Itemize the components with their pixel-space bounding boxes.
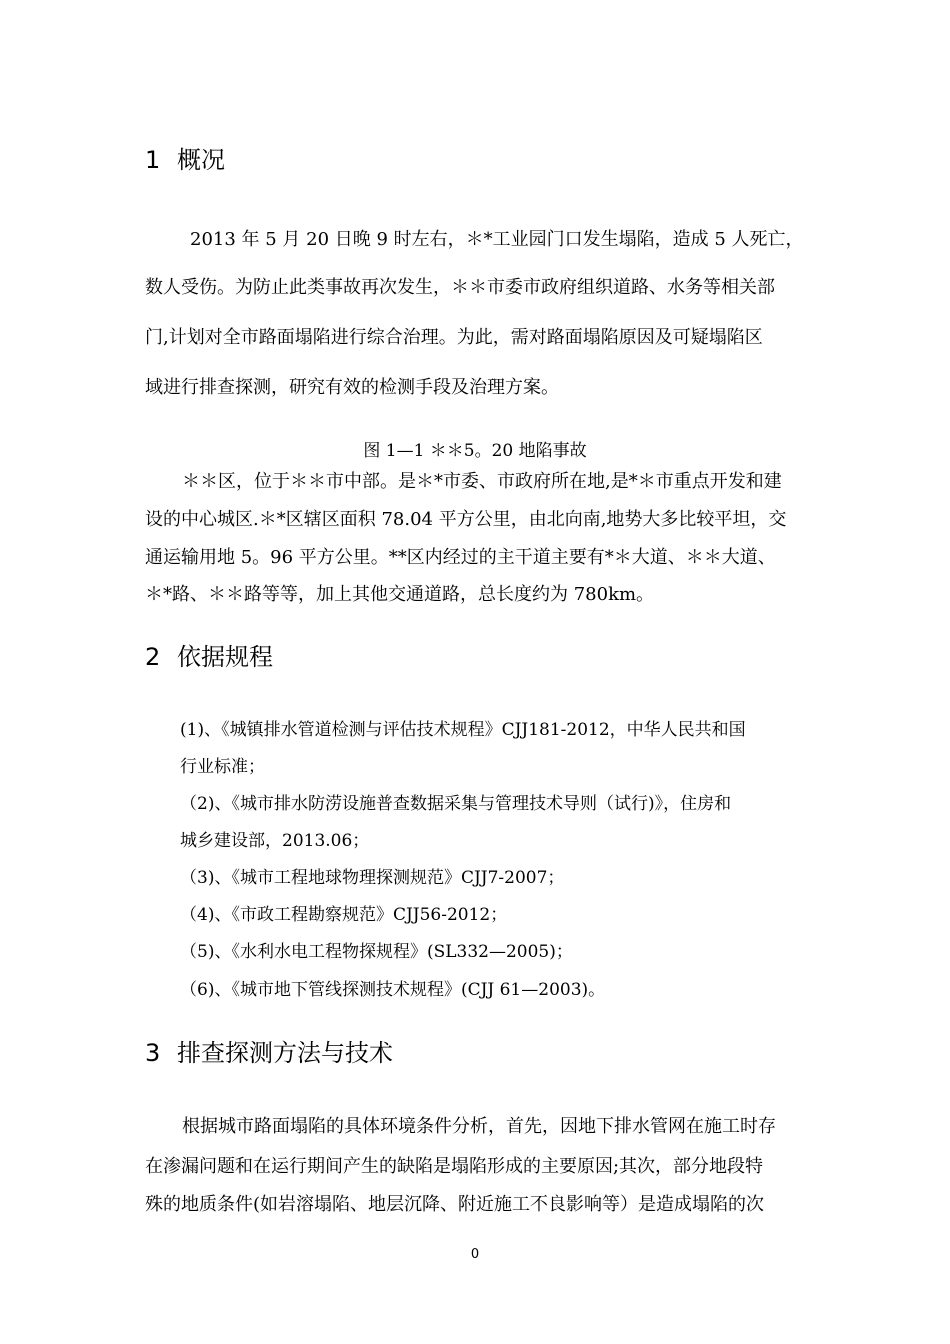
section-2-heading bbox=[145, 642, 273, 672]
section-1-number: 1 bbox=[145, 146, 161, 174]
ref-5: （5)、《水利水电工程物探规程》(SL332—2005)； bbox=[180, 942, 573, 962]
ref-6: （6)、《城市地下管线探测技术规程》(CJJ 61—2003)。 bbox=[180, 980, 606, 1000]
section-3-heading bbox=[145, 1038, 393, 1068]
para3-line-1: 根据城市路面塌陷的具体环境条件分析，首先，因地下排水管网在施工时存 bbox=[182, 1116, 776, 1137]
page-number: 0 bbox=[470, 1247, 480, 1262]
para1-line-2: 数人受伤。为防止此类事故再次发生，＊＊市委市政府组织道路、水务等相关部 bbox=[145, 277, 775, 298]
ref-1-cont: 行业标准； bbox=[180, 757, 265, 777]
ref-1: (1)、《城镇排水管道检测与评估技术规程》CJJ181-2012，中华人民共和国 bbox=[180, 720, 746, 740]
para2-line-1: ＊＊区，位于＊＊市中部。是＊*市委、市政府所在地,是*＊市重点开发和建 bbox=[182, 471, 782, 492]
para3-line-3: 殊的地质条件(如岩溶塌陷、地层沉降、附近施工不良影响等）是造成塌陷的次 bbox=[145, 1194, 765, 1215]
section-1-title: 概况 bbox=[177, 146, 225, 174]
figure-caption: 图 1—1 ＊＊5。20 地陷事故 bbox=[363, 441, 587, 461]
ref-2: （2)、《城市排水防涝设施普查数据采集与管理技术导则（试行)》，住房和 bbox=[180, 794, 732, 814]
section-2-title: 依据规程 bbox=[177, 643, 273, 671]
para1-line-3: 门,计划对全市路面塌陷进行综合治理。为此，需对路面塌陷原因及可疑塌陷区 bbox=[145, 327, 763, 348]
section-3-title: 排查探测方法与技术 bbox=[177, 1039, 393, 1067]
ref-4: （4)、《市政工程勘察规范》CJJ56-2012； bbox=[180, 905, 508, 925]
para2-line-3: 通运输用地 5。96 平方公里。**区内经过的主干道主要有*＊大道、＊＊大道、 bbox=[145, 547, 776, 568]
section-2-number: 2 bbox=[145, 643, 161, 671]
para1-line-4: 域进行排查探测，研究有效的检测手段及治理方案。 bbox=[145, 377, 559, 398]
section-1-heading bbox=[145, 145, 225, 175]
section-3-number: 3 bbox=[145, 1039, 161, 1067]
para2-line-2: 设的中心城区.＊*区辖区面积 78.04 平方公里，由北向南,地势大多比较平坦，交 bbox=[145, 509, 787, 530]
ref-2-cont: 城乡建设部，2013.06； bbox=[180, 831, 370, 851]
para3-line-2: 在渗漏问题和在运行期间产生的缺陷是塌陷形成的主要原因;其次，部分地段特 bbox=[145, 1156, 764, 1177]
para2-line-4: ＊*路、＊＊路等等，加上其他交通道路，总长度约为 780km。 bbox=[145, 584, 655, 605]
ref-3: （3)、《城市工程地球物理探测规范》CJJ7-2007； bbox=[180, 868, 565, 888]
para1-line-1: 2013 年 5 月 20 日晚 9 时左右，＊*工业园门口发生塌陷，造成 5 人死亡， bbox=[190, 229, 804, 250]
